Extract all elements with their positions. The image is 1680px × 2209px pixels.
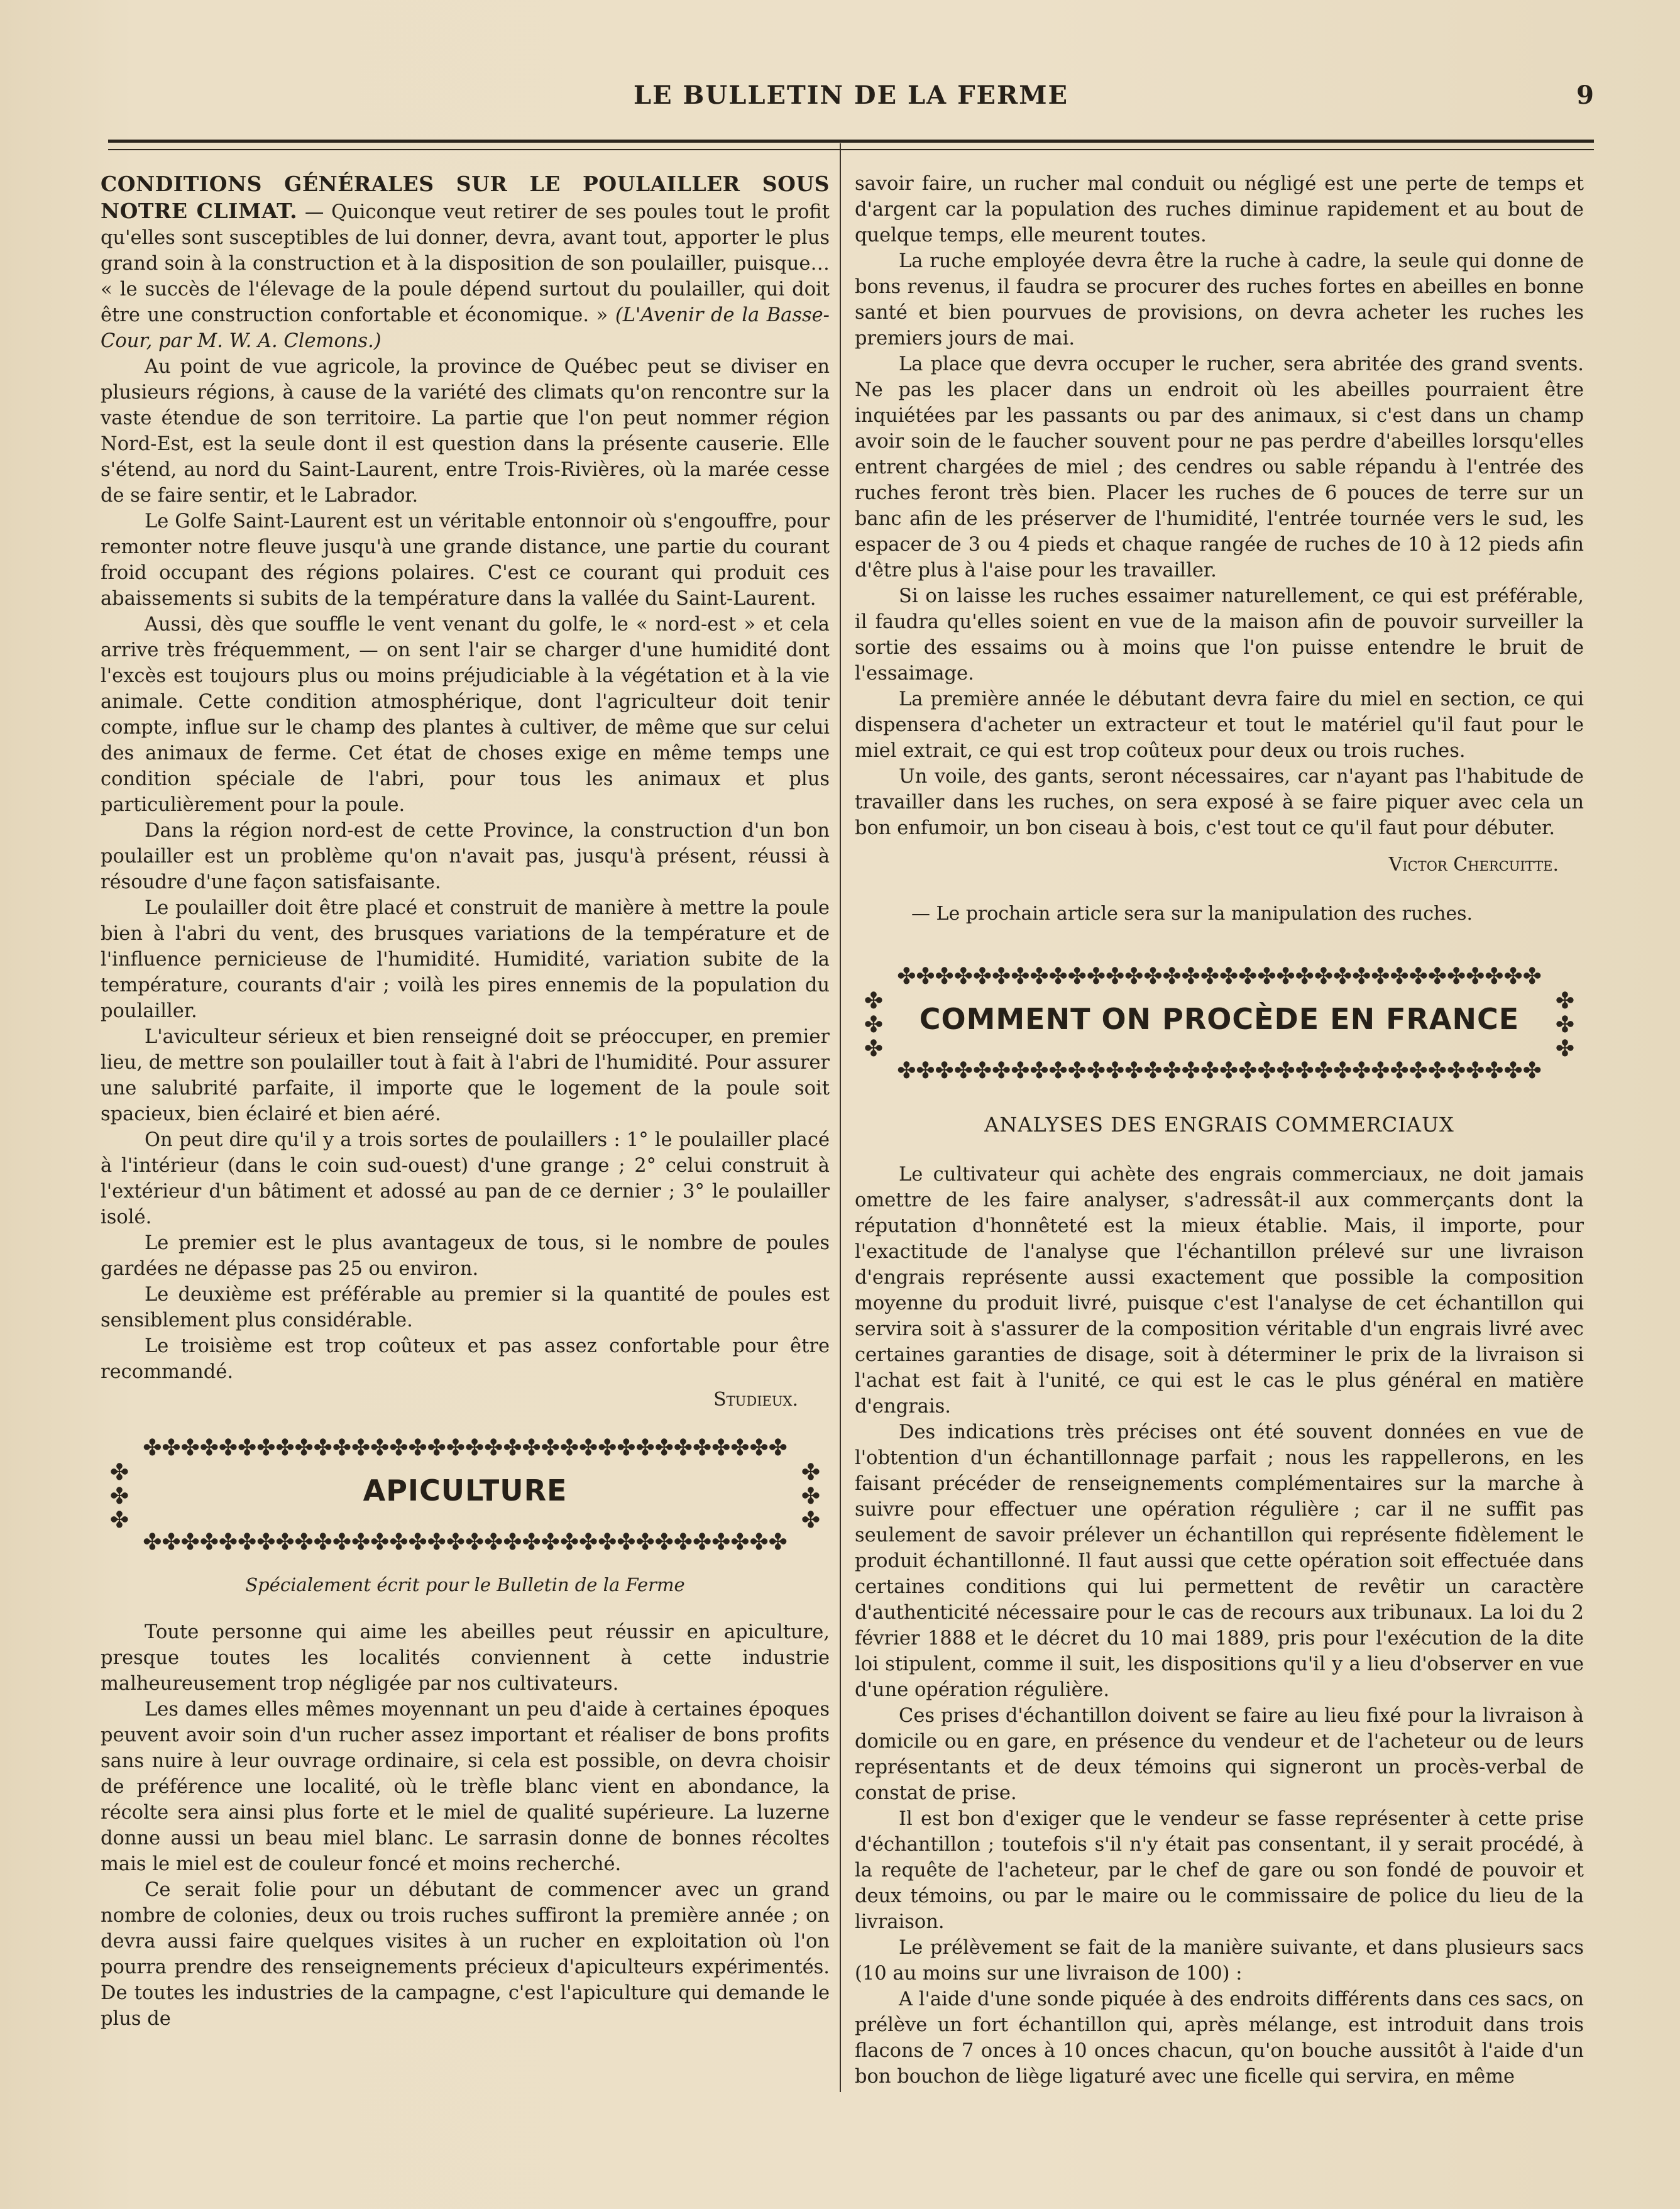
article-rubric: CONDITIONS GÉNÉRALES SUR LE POULAILLER SOUS NOTRE CLIMAT. [101, 172, 830, 223]
ornament-border-right: ✤ ✤ ✤ [801, 1460, 821, 1533]
article-signature: Studieux. [713, 1389, 798, 1411]
section-heading-france: COMMENT ON PROCÈDE EN FRANCE [919, 1002, 1520, 1036]
article-intro-source: (L'Avenir de la Basse-Cour, par M. W. A. Clemons.) [101, 304, 830, 352]
next-article-note: — Le prochain article sera sur la manipulation des ruches. [911, 903, 1473, 925]
apiculture-ornament-box [107, 1436, 823, 1555]
section-heading-apiculture: APICULTURE [363, 1474, 568, 1507]
article-intro-paragraph [101, 171, 830, 354]
france-paragraph: A l'aide d'une sonde piquée à des endroits différents dans ces sacs, on prélève un fort échantillon qui, après mélange, est introduit dans trois flacons de 7 onces à 10 onces chacun, qu'on bouche aussitôt à l'aide d'un bon bouchon de liège ligaturé avec une ficelle qui servira, en même [855, 1988, 1584, 2088]
article-paragraph: On peut dire qu'il y a trois sortes de poulaillers : 1° le poulailler placé à l'intérieur (dans le coin sud-ouest) d'une grange ; 2° celui construit à l'extérieur d'un bâtiment et adossé au pan de ce dernier ; 3° le poulailler isolé. [101, 1129, 830, 1228]
article-paragraph: Le poulailler doit être placé et construit de manière à mettre la poule bien à l'abri du vent, des brusques variations de la température et de l'influence pernicieuse de l'humidité. Humidité, variation subite de la température, courants d'air ; voilà les pires ennemis de la population du poulailler. [101, 897, 830, 1022]
left-column [101, 171, 830, 2032]
article-paragraph: Dans la région nord-est de cette Province, la construction d'un bon poulailler est un problème qu'on n'avait pas, jusqu'à présent, réussi à résoudre d'une façon satisfaisante. [101, 820, 830, 893]
article-paragraph: Le premier est le plus avantageux de tous, si le nombre de poules gardées ne dépasse pas 25 ou environ. [101, 1232, 830, 1280]
ornament-border-top: ✤✤✤✤✤✤✤✤✤✤✤✤✤✤✤✤✤✤✤✤✤✤✤✤✤✤✤✤✤✤✤✤✤✤ [897, 964, 1542, 989]
article-paragraph: L'aviculteur sérieux et bien renseigné doit se préoccuper, en premier lieu, de mettre son poulailler tout à fait à l'abri de l'humidité. Pour assurer une salubrité parfaite, il importe que le logement de la poule soit spacieux, bien éclairé et bien aéré. [101, 1026, 830, 1125]
france-ornament-box [861, 964, 1578, 1084]
apiculture-paragraph: Toute personne qui aime les abeilles peut réussir en apiculture, presque toutes les localités conviennent à cette industrie malheureusement trop négligée par nos cultivateurs. [101, 1621, 830, 1695]
page-number: 9 [1576, 80, 1594, 110]
apiculture-signature: Victor Chercuitte. [1388, 854, 1559, 876]
article-paragraph: Le deuxième est préférable au premier si la quantité de poules est sensiblement plus considérable. [101, 1284, 830, 1331]
apiculture-continued-paragraph: Un voile, des gants, seront nécessaires, car n'ayant pas l'habitude de travailler dans les ruches, on sera exposé à se faire piquer avec cela un bon enfumoir, un bon ciseau à bois, c'est tout ce qu'il faut pour débuter. [855, 766, 1584, 839]
apiculture-continued-paragraph: savoir faire, un rucher mal conduit ou négligé est une perte de temps et d'argent car la population des ruches diminue rapidement et au bout de quelque temps, elle meurent toutes. [855, 173, 1584, 246]
header-rule [108, 140, 1594, 150]
apiculture-continued-paragraph: La place que devra occuper le rucher, sera abritée des grand svents. Ne pas les placer dans un endroit où les abeilles pourraient être inquiétées par les passants ou par des animaux, si c'est dans un champ avoir soin de le faucher souvent pour ne pas perdre d'abeilles lorsqu'elles entrent chargées de miel ; des cendres ou sable répandu à l'entrée des ruches feront très bien. Placer les ruches de 6 pouces de terre sur un banc afin de les préserver de l'humidité, l'entrée tournée vers le sud, les espacer de 3 ou 4 pieds et chaque rangée de ruches de 10 à 12 pieds afin d'être plus à l'aise pour les travailler. [855, 353, 1584, 581]
ornament-border-top: ✤✤✤✤✤✤✤✤✤✤✤✤✤✤✤✤✤✤✤✤✤✤✤✤✤✤✤✤✤✤✤✤✤✤ [143, 1436, 788, 1461]
apiculture-byline: Spécialement écrit pour le Bulletin de la Ferme [245, 1574, 685, 1595]
article-paragraph: Aussi, dès que souffle le vent venant du golfe, le « nord-est » et cela arrive très fréquemment, — on sent l'air se charger d'une humidité dont l'excès est toujours plus ou moins préjudiciable à la végétation et à la vie animale. Cette condition atmosphérique, dont l'agriculteur doit tenir compte, influe sur le champ des plantes à cultiver, de même que sur celui des animaux de ferme. Cet état de choses exige en même temps une condition spéciale de l'abri, pour tous les animaux et plus particulièrement pour la poule. [101, 614, 830, 816]
france-paragraph: Il est bon d'exiger que le vendeur se fasse représenter à cette prise d'échantillon ; toutefois s'il n'y était pas consentant, il y serait procédé, à la requête de l'acheteur, par le chef de gare ou son fondé de pouvoir et deux témoins, ou par le maire ou le commissaire de police du lieu de la livraison. [855, 1808, 1584, 1933]
article-intro-text: — Quiconque veut retirer de ses poules tout le profit qu'elles sont susceptibles de lui donner, devra, avant tout, apporter le plus grand soin à la construction et à la disposition de son poulailler, puisque… « le succès de l'élevage de la poule dépend surtout du poulailler, qui doit être une construction confortable et économique. » [101, 201, 830, 326]
article-paragraph: Au point de vue agricole, la province de Québec peut se diviser en plusieurs régions, à cause de la variété des climats qu'on rencontre sur la vaste étendue de son territoire. La partie que l'on peut nommer région Nord-Est, est la seule dont il est question dans la présente causerie. Elle s'étend, au nord du Saint-Laurent, entre Trois-Rivières, où la marée cesse de se faire sentir, et le Labrador. [101, 356, 830, 507]
apiculture-paragraph: Ce serait folie pour un débutant de commencer avec un grand nombre de colonies, deux ou trois ruches suffiront la première année ; on devra aussi faire quelques visites à un rucher en exploitation où l'on pourra prendre des renseignements précieux d'apiculteurs expérimentés. De toutes les industries de la campagne, c'est l'apiculture qui demande le plus de [101, 1879, 830, 2030]
ornament-border-bottom: ✤✤✤✤✤✤✤✤✤✤✤✤✤✤✤✤✤✤✤✤✤✤✤✤✤✤✤✤✤✤✤✤✤✤ [143, 1530, 788, 1555]
page-title: LE BULLETIN DE LA FERME [633, 80, 1068, 110]
france-paragraph: Le cultivateur qui achète des engrais commerciaux, ne doit jamais omettre de les faire analyser, s'adressât-il aux commerçants dont la réputation d'honnêteté est la mieux établie. Mais, il importe, pour l'exactitude de l'analyse que l'échantillon prélevé sur une livraison d'engrais représente aussi exactement que possible la composition moyenne du produit livré, puisque c'est l'analyse de cet échantillon qui servira soit à s'assurer de la composition véritable d'un engrais livré avec certaines garanties de disage, soit à déterminer le prix de la livraison si l'achat est fait à l'unité, ce qui est le cas le plus général en matière d'engrais. [855, 1164, 1584, 1418]
ornament-border-left: ✤ ✤ ✤ [109, 1460, 129, 1533]
france-paragraph: Des indications très précises ont été souvent données en vue de l'obtention d'un échantillonnage parfait ; nous les rappellerons, en les faisant précéder de renseignements complémentaires sur la marche à suivre pour effectuer une opération régulière ; car il ne suffit pas seulement de savoir prélever un échantillon qui représente fidèlement le produit échantillonné. Il faut aussi que cette opération soit effectuée dans certaines conditions qui lui permettent de revêtir un caractère d'authenticité nécessaire pour le cas de recours aux tribunaux. La loi du 2 février 1888 et le décret du 10 mai 1889, pris pour l'exécution de la dite loi stipulent, comme il suit, les dispositions qu'il y a lieu d'observer en vue d'une opération régulière. [855, 1421, 1584, 1701]
ornament-border-right: ✤ ✤ ✤ [1555, 988, 1575, 1062]
article-paragraph: Le Golfe Saint-Laurent est un véritable entonnoir où s'engouffre, pour remonter notre fleuve jusqu'à une grande distance, une partie du courant froid occupant des régions polaires. C'est ce courant qui produit ces abaissements si subits de la température dans la vallée du Saint-Laurent. [101, 510, 830, 610]
article-paragraph: Le troisième est trop coûteux et pas assez confortable pour être recommandé. [101, 1335, 830, 1383]
france-paragraph: Le prélèvement se fait de la manière suivante, et dans plusieurs sacs (10 au moins sur une livraison de 100) : [855, 1937, 1584, 1985]
apiculture-continued-paragraph: La ruche employée devra être la ruche à cadre, la seule qui donne de bons revenus, il faudra se procurer des ruches fortes en abeilles en bonne santé et bien pourvues de provisions, on devra acheter les ruches les premiers jours de mai. [855, 250, 1584, 350]
france-paragraph: Ces prises d'échantillon doivent se faire au lieu fixé pour la livraison à domicile ou en gare, en présence du vendeur et de l'acheteur ou de leurs représentants et de deux témoins qui signeront un procès-verbal de constat de prise. [855, 1705, 1584, 1804]
ornament-border-bottom: ✤✤✤✤✤✤✤✤✤✤✤✤✤✤✤✤✤✤✤✤✤✤✤✤✤✤✤✤✤✤✤✤✤✤ [897, 1059, 1542, 1084]
right-column [855, 171, 1584, 2090]
apiculture-continued-paragraph: La première année le débutant devra faire du miel en section, ce qui dispensera d'acheter un extracteur et tout le matériel qu'il faut pour le miel extrait, ce qui est trop coûteux pour deux ou trois ruches. [855, 688, 1584, 762]
ornament-border-left: ✤ ✤ ✤ [864, 988, 884, 1062]
apiculture-paragraph: Les dames elles mêmes moyennant un peu d'aide à certaines époques peuvent avoir soin d'un rucher assez important et réaliser de bons profits sans nuire à leur ouvrage ordinaire, si cela est possible, on devra choisir de préférence une localité, où le trèfle blanc vient en abondance, la récolte sera ainsi plus forte et le miel de qualité supérieure. La luzerne donne aussi un beau miel blanc. Le sarrasin donne de bonnes récoltes mais le miel est de couleur foncé et moins recherché. [101, 1699, 830, 1875]
page-header [108, 80, 1594, 118]
column-divider [840, 143, 841, 2092]
apiculture-continued-paragraph: Si on laisse les ruches essaimer naturellement, ce qui est préférable, il faudra qu'elles soient en vue de la maison afin de pouvoir surveiller la sortie des essaims ou à moins que l'on puisse entendre le bruit de l'essaimage. [855, 585, 1584, 685]
france-subheading: ANALYSES DES ENGRAIS COMMERCIAUX [984, 1113, 1454, 1137]
